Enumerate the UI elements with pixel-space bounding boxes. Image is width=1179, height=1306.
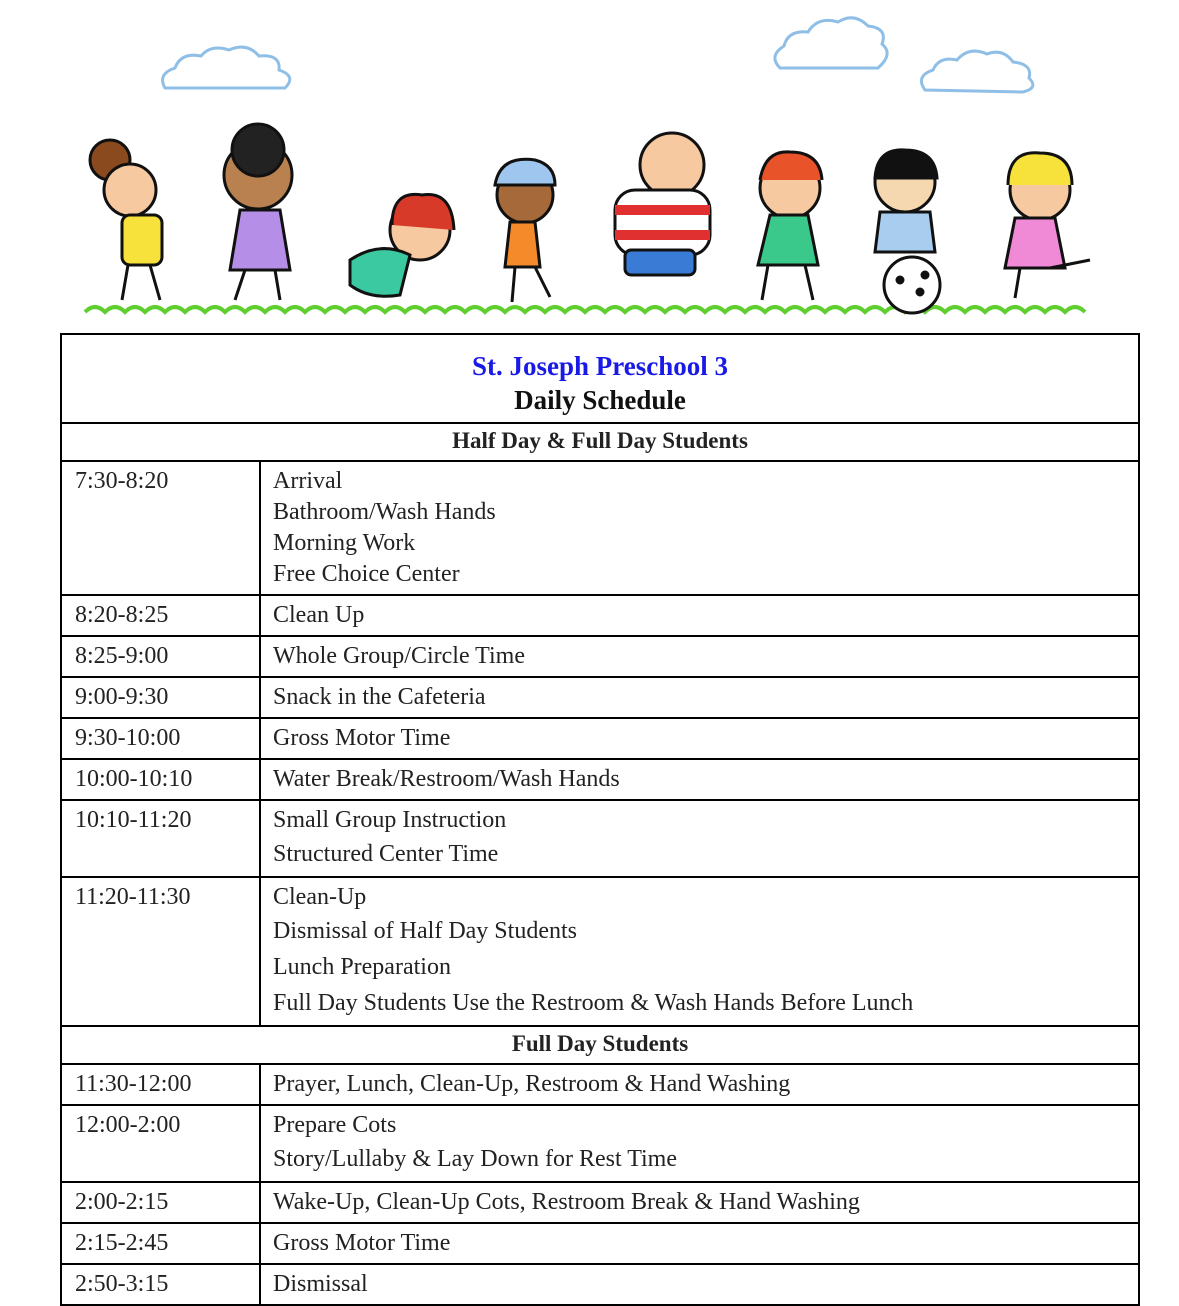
section-header-row — [61, 423, 1139, 461]
time-slot: 10:00-10:10 — [61, 759, 260, 800]
time-slot: 9:30-10:00 — [61, 718, 260, 759]
kids-playing-illustration — [0, 0, 1179, 330]
child-figure — [875, 150, 940, 313]
time-slot: 8:20-8:25 — [61, 595, 260, 636]
activity-item: Whole Group/Circle Time — [273, 643, 525, 669]
schedule-row — [61, 718, 1139, 759]
time-slot: 10:10-11:20 — [61, 800, 260, 877]
activities-cell — [260, 636, 1139, 677]
section-title: Half Day & Full Day Students — [61, 423, 1139, 461]
schedule-row — [61, 1064, 1139, 1105]
activity-item: Bathroom/Wash Hands — [273, 499, 496, 525]
schedule-row — [61, 677, 1139, 718]
title-row — [61, 334, 1139, 423]
time-slot: 12:00-2:00 — [61, 1105, 260, 1182]
title-cell — [61, 334, 1139, 423]
schedule-row — [61, 800, 1139, 877]
schedule-title: Daily Schedule — [514, 385, 686, 415]
activities-cell — [260, 759, 1139, 800]
activity-item: Structured Center Time — [273, 841, 499, 867]
schedule-table — [60, 333, 1140, 1306]
child-figure — [1005, 153, 1090, 298]
time-slot: 7:30-8:20 — [61, 461, 260, 595]
activities-cell — [260, 677, 1139, 718]
child-figure — [615, 133, 710, 275]
activities-cell — [260, 877, 1139, 1026]
schedule-row — [61, 1223, 1139, 1264]
child-figure — [758, 152, 822, 300]
schedule-row — [61, 1182, 1139, 1223]
time-slot: 11:20-11:30 — [61, 877, 260, 1026]
time-slot: 2:00-2:15 — [61, 1182, 260, 1223]
schedule-row — [61, 877, 1139, 1026]
activity-item: Clean-Up — [273, 884, 367, 910]
activity-item: Story/Lullaby & Lay Down for Rest Time — [273, 1146, 677, 1172]
activity-item: Gross Motor Time — [273, 1230, 451, 1256]
activity-item: Wake-Up, Clean-Up Cots, Restroom Break & Hand Washing — [273, 1189, 860, 1215]
time-slot: 2:15-2:45 — [61, 1223, 260, 1264]
activity-item: Full Day Students Use the Restroom & Wash Hands Before Lunch — [273, 990, 914, 1016]
grass — [85, 307, 1085, 312]
activities-cell — [260, 1105, 1139, 1182]
activities-cell — [260, 595, 1139, 636]
activities-cell — [260, 1223, 1139, 1264]
activities-cell — [260, 1182, 1139, 1223]
cloud-icon — [921, 51, 1032, 92]
activities-cell — [260, 1064, 1139, 1105]
section-header-row — [61, 1026, 1139, 1064]
activity-item: Gross Motor Time — [273, 725, 451, 751]
activities-cell — [260, 718, 1139, 759]
activity-item: Lunch Preparation — [273, 954, 451, 980]
activity-item: Dismissal — [273, 1271, 368, 1297]
activity-item: Arrival — [273, 468, 343, 494]
cloud-icon — [163, 47, 290, 88]
activity-item: Water Break/Restroom/Wash Hands — [273, 766, 620, 792]
time-slot: 11:30-12:00 — [61, 1064, 260, 1105]
activity-item: Prayer, Lunch, Clean-Up, Restroom & Hand Washing — [273, 1071, 791, 1097]
child-figure — [90, 140, 162, 300]
cloud-icon — [775, 18, 887, 68]
schedule-row — [61, 1105, 1139, 1182]
time-slot: 8:25-9:00 — [61, 636, 260, 677]
schedule-row — [61, 636, 1139, 677]
school-name: St. Joseph Preschool 3 — [471, 351, 728, 381]
activity-item: Morning Work — [273, 530, 416, 556]
child-figure — [224, 124, 292, 300]
activity-item: Prepare Cots — [273, 1112, 397, 1138]
child-figure — [495, 159, 555, 302]
activity-item: Clean Up — [273, 602, 365, 628]
activities-cell — [260, 1264, 1139, 1305]
section-title: Full Day Students — [61, 1026, 1139, 1064]
schedule-row — [61, 1264, 1139, 1305]
schedule-row — [61, 461, 1139, 595]
activities-cell — [260, 800, 1139, 877]
child-figure — [350, 194, 454, 296]
activity-item: Snack in the Cafeteria — [273, 684, 486, 710]
schedule-row — [61, 759, 1139, 800]
schedule-row — [61, 595, 1139, 636]
time-slot: 2:50-3:15 — [61, 1264, 260, 1305]
activity-item: Free Choice Center — [273, 561, 460, 587]
activities-cell — [260, 461, 1139, 595]
activity-item: Small Group Instruction — [273, 807, 507, 833]
activity-item: Dismissal of Half Day Students — [273, 918, 577, 944]
time-slot: 9:00-9:30 — [61, 677, 260, 718]
